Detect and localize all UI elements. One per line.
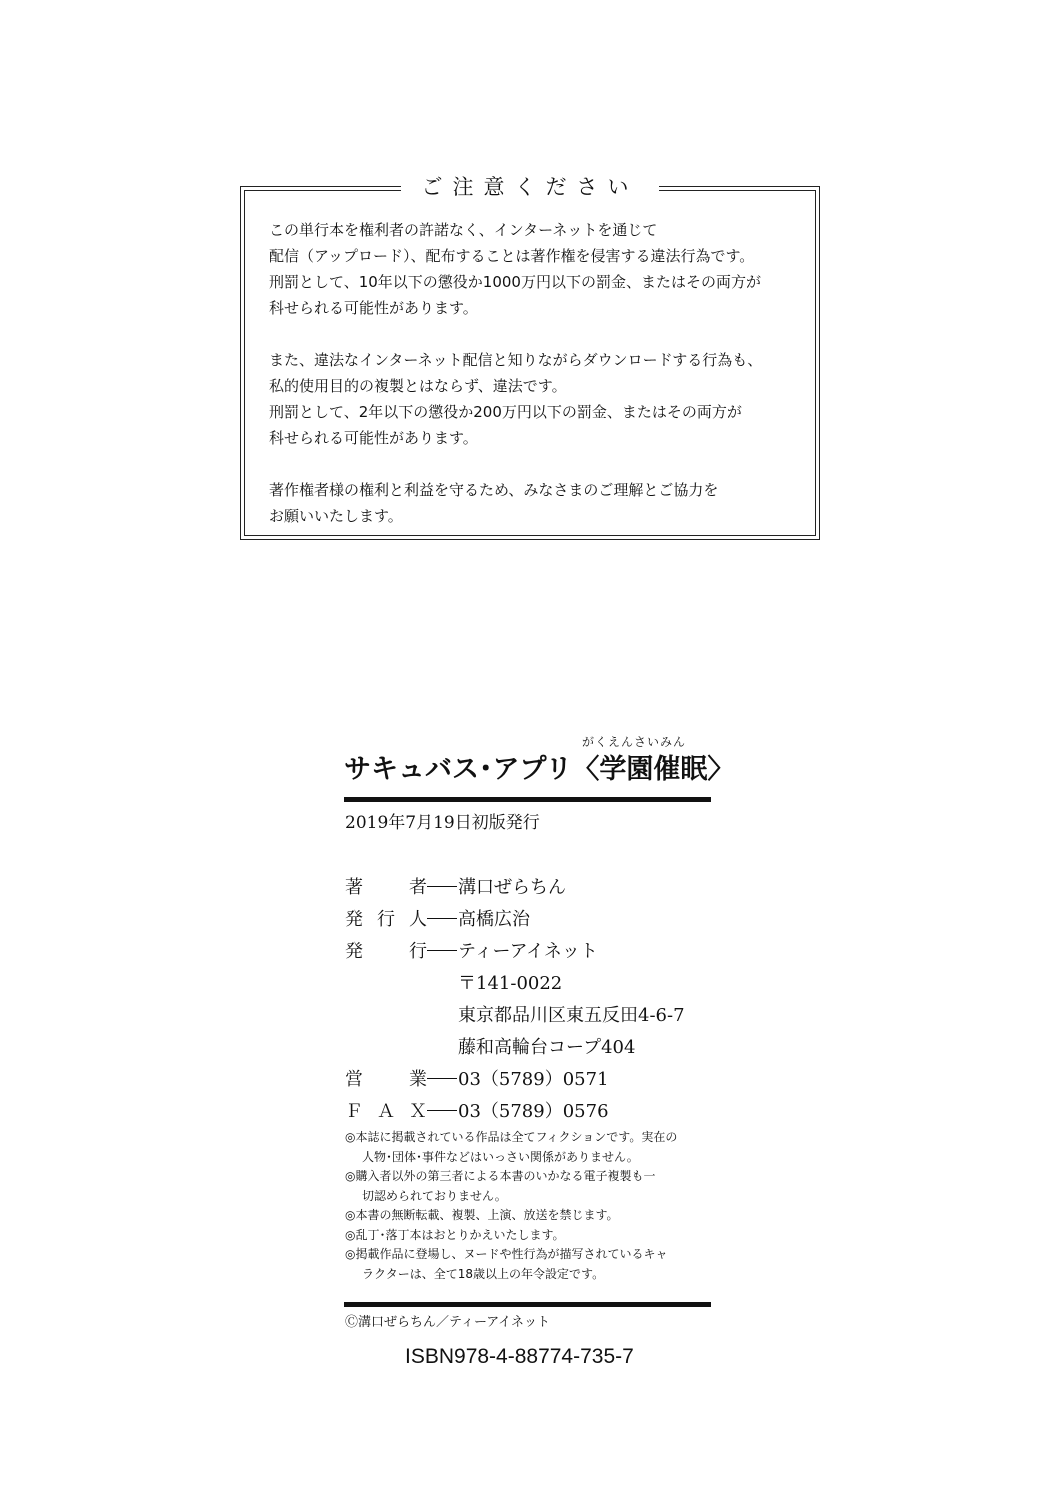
contact-label: ＦＡＸ <box>345 1101 427 1122</box>
address-line-1: 東京都品川区東五反田4-6-7 <box>458 1005 685 1026</box>
copyright: Ⓒ溝口ぜらちん／ティーアイネット <box>345 1315 551 1330</box>
notice-paragraph-3 <box>269 477 809 529</box>
notice-line: この単行本を権利者の許諾なく、インターネットを通じて <box>269 221 658 239</box>
dash-divider <box>427 950 457 951</box>
contact-fax <box>345 1094 725 1126</box>
credit-value: ティーアイネット <box>458 941 598 962</box>
contact-value: 03（5789）0576 <box>458 1101 609 1122</box>
credit-author <box>345 870 725 902</box>
disclaimer-line: ◎乱丁･落丁本はおとりかえいたします。 <box>345 1227 565 1242</box>
book-title-block <box>344 733 735 785</box>
credit-label: 著 者 <box>345 877 427 898</box>
book-title: サキュバス･アプリ〈学園催眠〉 <box>344 754 735 785</box>
address-postal: 〒141-0022 <box>458 973 563 994</box>
credit-label: 発 行 <box>345 941 427 962</box>
dash-divider <box>427 918 457 919</box>
disclaimer-line: ラクターは、全て18歳以上の年令設定です。 <box>362 1266 605 1281</box>
contact-label: 営 業 <box>345 1069 427 1090</box>
notice-line: 著作権者様の権利と利益を守るため、みなさまのご理解とご協力を <box>269 481 719 499</box>
notice-paragraph-2 <box>269 347 809 451</box>
notice-line: お願いいたします。 <box>269 507 403 525</box>
bottom-rule <box>344 1302 711 1307</box>
credit-value: 高橋広治 <box>458 909 530 930</box>
contact-sales <box>345 1062 725 1094</box>
notice-title: ご注意ください <box>401 173 659 201</box>
notice-body <box>269 217 809 529</box>
credit-value: 溝口ぜらちん <box>458 877 566 898</box>
address-line-2: 藤和高輪台コープ404 <box>458 1037 636 1058</box>
disclaimer-line: 人物･団体･事件などはいっさい関係がありません。 <box>362 1149 639 1164</box>
notice-paragraph-1 <box>269 217 809 321</box>
notice-box <box>240 175 820 540</box>
contact-value: 03（5789）0571 <box>458 1069 609 1090</box>
disclaimer-line: ◎購入者以外の第三者による本書のいかなる電子複製も一 <box>345 1169 656 1183</box>
isbn: ISBN978-4-88774-735-7 <box>405 1345 634 1368</box>
publication-date: 2019年7月19日初版発行 <box>345 813 540 833</box>
notice-line: 刑罰として、2年以下の懲役か200万円以下の罰金、またはその両方が <box>269 403 742 421</box>
notice-line: 配信（アップロード）、配布することは著作権を侵害する違法行為です。 <box>269 247 755 265</box>
dash-divider <box>427 1110 457 1111</box>
notice-line: 刑罰として、10年以下の懲役か1000万円以下の罰金、またはその両方が <box>269 273 761 291</box>
top-rule <box>344 797 711 802</box>
dash-divider <box>427 1078 457 1079</box>
disclaimer-line: ◎本誌に掲載されている作品は全てフィクションです。実在の <box>345 1130 678 1144</box>
dash-divider <box>427 886 457 887</box>
credit-publisher-person <box>345 902 725 934</box>
disclaimer-line: 切認められておりません。 <box>362 1188 507 1203</box>
credits <box>345 870 725 1126</box>
credit-publisher <box>345 934 725 966</box>
notice-line: 私的使用目的の複製とはならず、違法です。 <box>269 377 567 395</box>
title-ruby: がくえんさいみん <box>582 735 687 749</box>
disclaimer-line: ◎掲載作品に登場し、ヌードや性行為が描写されているキャ <box>345 1247 668 1261</box>
disclaimer-line: ◎本書の無断転載、複製、上演、放送を禁じます。 <box>345 1208 619 1222</box>
disclaimers <box>345 1128 715 1284</box>
notice-line: 科せられる可能性があります。 <box>269 429 478 447</box>
credit-label: 発行人 <box>345 909 427 930</box>
notice-line: また、違法なインターネット配信と知りながらダウンロードする行為も、 <box>269 351 763 369</box>
notice-line: 科せられる可能性があります。 <box>269 299 478 317</box>
